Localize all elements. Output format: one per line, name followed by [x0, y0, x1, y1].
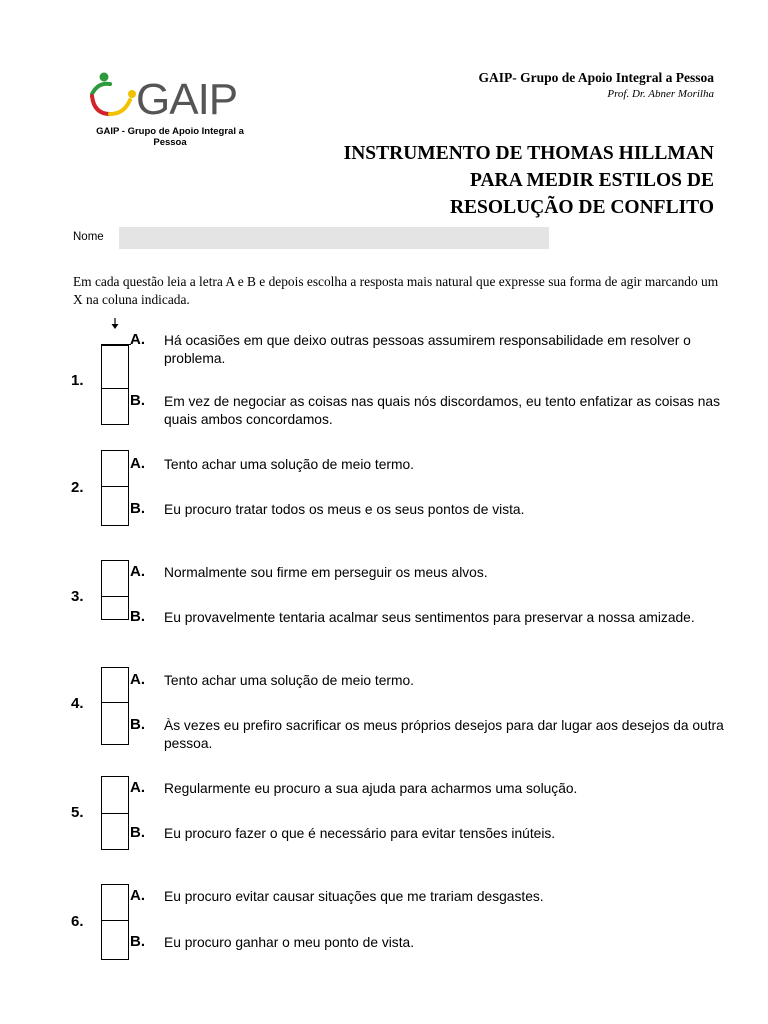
question-4-box-divider — [101, 702, 129, 703]
question-4-b-text: Às vezes eu prefiro sacrificar os meus próprios desejos para dar lugar aos desejos da outra pessoa. — [164, 718, 724, 751]
arrow-down-icon — [110, 318, 120, 333]
question-1-a-label: A. — [130, 331, 145, 348]
question-3-b-text: Eu provavelmente tentaria acalmar seus sentimentos para preservar a nossa amizade. — [164, 610, 695, 625]
question-2-number: 2. — [71, 479, 84, 496]
question-1-b-label: B. — [130, 392, 145, 409]
question-6-box-divider — [101, 920, 129, 921]
question-4-a-label: A. — [130, 671, 145, 688]
question-6-b-label: B. — [130, 933, 145, 950]
question-3-b-label: B. — [130, 608, 145, 625]
question-6-answer-box[interactable] — [101, 884, 129, 960]
question-2-b-text: Eu procuro tratar todos os meus e os seus pontos de vista. — [164, 502, 525, 517]
name-label: Nome — [73, 231, 104, 243]
question-5-a-label: A. — [130, 779, 145, 796]
instructions-text: Em cada questão leia a letra A e B e depois escolha a resposta mais natural que expresse sua forma de agir marcando um X na coluna indicada. — [73, 274, 719, 307]
question-4-b-label: B. — [130, 716, 145, 733]
question-3-answer-box[interactable] — [101, 560, 129, 620]
gaip-logo-mark — [88, 70, 248, 122]
question-1-box-divider — [101, 388, 129, 389]
logo-caption: GAIP - Grupo de Apoio Integral a Pessoa — [96, 126, 244, 148]
question-5-b-text: Eu procuro fazer o que é necessário para evitar tensões inúteis. — [164, 826, 556, 841]
question-6-a-text: Eu procuro evitar causar situações que me trariam desgastes. — [164, 889, 544, 904]
title-line-3: RESOLUÇÃO DE CONFLITO — [449, 197, 714, 218]
name-input[interactable] — [119, 227, 549, 249]
question-3-a-text: Normalmente sou firme em perseguir os meus alvos. — [164, 565, 488, 580]
question-4-answer-box[interactable] — [101, 667, 129, 745]
author-name: Prof. Dr. Abner Morilha — [607, 88, 714, 100]
org-name: GAIP- Grupo de Apoio Integral a Pessoa — [478, 70, 714, 85]
question-1-a-text: Há ocasiões em que deixo outras pessoas assumirem responsabilidade em resolver o problema. — [164, 333, 691, 366]
question-1-number: 1. — [71, 372, 84, 389]
question-2-a-label: A. — [130, 455, 145, 472]
question-3-box-divider — [101, 596, 129, 597]
question-3-number: 3. — [71, 588, 84, 605]
question-1-b-text: Em vez de negociar as coisas nas quais nós discordamos, eu tento enfatizar as coisas nas quais ambos concordamos. — [164, 394, 721, 427]
logo-wordmark: GAIP — [136, 75, 238, 122]
question-5-number: 5. — [71, 804, 84, 821]
question-5-b-label: B. — [130, 824, 145, 841]
question-5-a-text: Regularmente eu procuro a sua ajuda para acharmos uma solução. — [164, 781, 578, 796]
question-3-a-label: A. — [130, 563, 145, 580]
question-5-box-divider — [101, 813, 129, 814]
gaip-logo — [88, 70, 248, 122]
question-2-a-text: Tento achar uma solução de meio termo. — [164, 457, 415, 472]
question-6-number: 6. — [71, 913, 84, 930]
question-1-answer-box[interactable] — [101, 345, 129, 425]
title-line-1: INSTRUMENTO DE THOMAS HILLMAN — [343, 143, 714, 164]
question-2-b-label: B. — [130, 500, 145, 517]
question-2-box-divider — [101, 486, 129, 487]
title-line-2: PARA MEDIR ESTILOS DE — [470, 170, 714, 191]
question-6-b-text: Eu procuro ganhar o meu ponto de vista. — [164, 935, 415, 950]
document-title — [274, 140, 714, 221]
question-4-a-text: Tento achar uma solução de meio termo. — [164, 673, 415, 688]
question-6-a-label: A. — [130, 887, 145, 904]
question-4-number: 4. — [71, 695, 84, 712]
question-2-answer-box[interactable] — [101, 450, 129, 526]
